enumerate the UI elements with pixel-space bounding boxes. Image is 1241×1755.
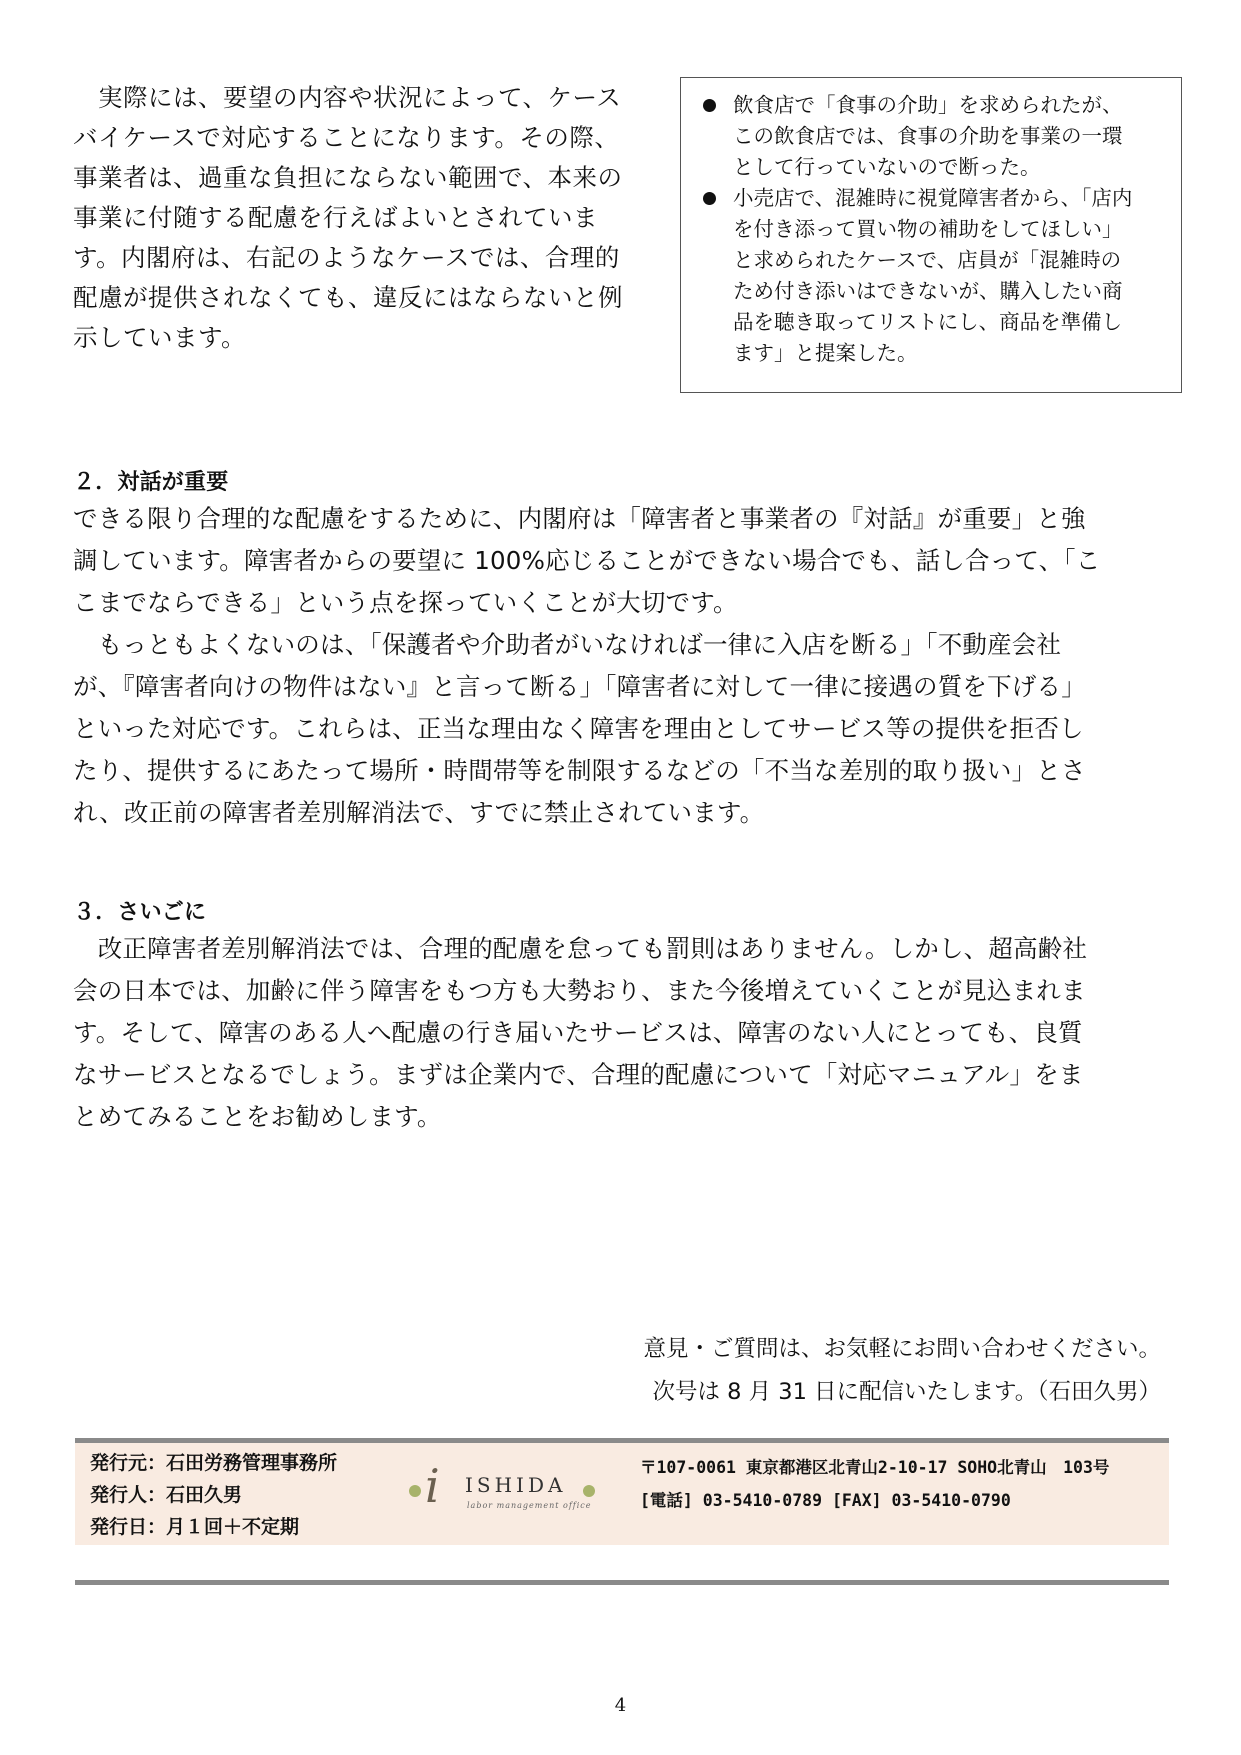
contact-line: [電話] 03-5410-0789 [FAX] 03-5410-0790 [640, 1491, 1011, 1510]
footer-banner [75, 1443, 1169, 1545]
closing-line: 意見・ご質問は、お気軽にお問い合わせください。 [643, 1336, 1161, 1362]
example-item [695, 183, 1167, 369]
example-line: として行っていないので断った。 [733, 155, 1041, 179]
schedule-line: 発行日：月１回＋不定期 [90, 1516, 300, 1538]
section-heading: ３．さいごに [73, 900, 207, 925]
logo-i-icon: i [425, 1459, 440, 1513]
section-line: 調しています。障害者からの要望に 100%応じることができない場合でも、話し合って、「こ [73, 546, 1101, 575]
logo-dot-icon [409, 1485, 421, 1497]
example-line: と求められたケースで、店員が「混雑時の [733, 248, 1122, 272]
example-line: ます」と提案した。 [733, 341, 918, 365]
section-line: こまでならできる」という点を探っていくことが大切です。 [73, 588, 738, 617]
section-line: とめてみることをお勧めします。 [73, 1102, 442, 1131]
section-line: もっともよくないのは、「保護者や介助者がいなければ一律に入店を断る」「不動産会社 [73, 630, 1062, 659]
section-line: す。そして、障害のある人へ配慮の行き届いたサービスは、障害のない人にとっても、良質 [73, 1018, 1083, 1047]
section-line: 改正障害者差別解消法では、合理的配慮を怠っても罰則はありません。しかし、超高齢社 [73, 934, 1088, 963]
section-line: が、『障害者向けの物件はない』と言って断る」「障害者に対して一律に接遇の質を下げる」 [73, 672, 1086, 701]
section-line: 会の日本では、加齢に伴う障害をもつ方も大勢おり、また今後増えていくことが見込まれま [73, 976, 1086, 1005]
section-conclusion [73, 898, 1171, 1138]
intro-line: バイケースで対応することになります。その際、 [73, 123, 620, 152]
logo-name: ISHIDA [465, 1473, 567, 1497]
page-number: 4 [614, 1695, 627, 1716]
bullet-icon [703, 192, 716, 205]
examples-box [680, 77, 1182, 393]
section-heading: ２．対話が重要 [73, 470, 229, 495]
intro-line: 実際には、要望の内容や状況によって、ケース [73, 83, 622, 112]
closing-line: 次号は 8 月 31 日に配信いたします。（石田久男） [652, 1379, 1161, 1405]
closing-note [643, 1328, 1161, 1414]
logo-tagline: labor management office [467, 1501, 592, 1510]
ishida-logo [405, 1461, 595, 1521]
section-line: といった対応です。これらは、正当な理由なく障害を理由としてサービス等の提供を拒否し [73, 714, 1084, 743]
example-line: 飲食店で「食事の介助」を求められたが、 [733, 93, 1123, 117]
section-line: れ、改正前の障害者差別解消法で、すでに禁止されています。 [73, 798, 765, 827]
example-line: 品を聴き取ってリストにし、商品を準備し [733, 310, 1123, 334]
example-line: を付き添って買い物の補助をしてほしい」 [733, 217, 1123, 241]
example-line: 小売店で、混雑時に視覚障害者から、「店内 [733, 186, 1133, 210]
intro-line: す。内閣府は、右記のようなケースでは、合理的 [73, 243, 620, 272]
section-line: できる限り合理的な配慮をするために、内閣府は「障害者と事業者の『対話』が重要」と強 [73, 504, 1086, 533]
logo-dot-icon [583, 1485, 595, 1497]
example-line: この飲食店では、食事の介助を事業の一環 [733, 124, 1123, 148]
section-line: たり、提供するにあたって場所・時間帯等を制限するなどの「不当な差別的取り扱い」とさ [73, 756, 1086, 785]
address-line: 〒107-0061 東京都港区北青山2-10-17 SOHO北青山 103号 [640, 1458, 1110, 1477]
footer-divider-bottom [75, 1580, 1169, 1585]
intro-line: 事業者は、過重な負担にならない範囲で、本来の [73, 163, 623, 192]
example-item [695, 90, 1167, 183]
example-line: ため付き添いはできないが、購入したい商 [733, 279, 1123, 303]
bullet-icon [703, 99, 716, 112]
intro-paragraph [73, 78, 661, 358]
intro-line: 事業に付随する配慮を行えばよいとされていま [73, 203, 598, 232]
intro-line: 示しています。 [73, 323, 247, 352]
examples-list [695, 90, 1167, 369]
intro-line: 配慮が提供されなくても、違反にはならないと例 [73, 283, 623, 312]
section-dialogue [73, 468, 1171, 834]
footer-publisher-info [90, 1447, 337, 1543]
section-line: なサービスとなるでしょう。まずは企業内で、合理的配慮について「対応マニュアル」をま [73, 1060, 1084, 1089]
footer-contact-info [640, 1451, 1109, 1517]
publisher-line: 発行元：石田労務管理事務所 [90, 1452, 338, 1474]
editor-line: 発行人：石田久男 [90, 1484, 243, 1506]
